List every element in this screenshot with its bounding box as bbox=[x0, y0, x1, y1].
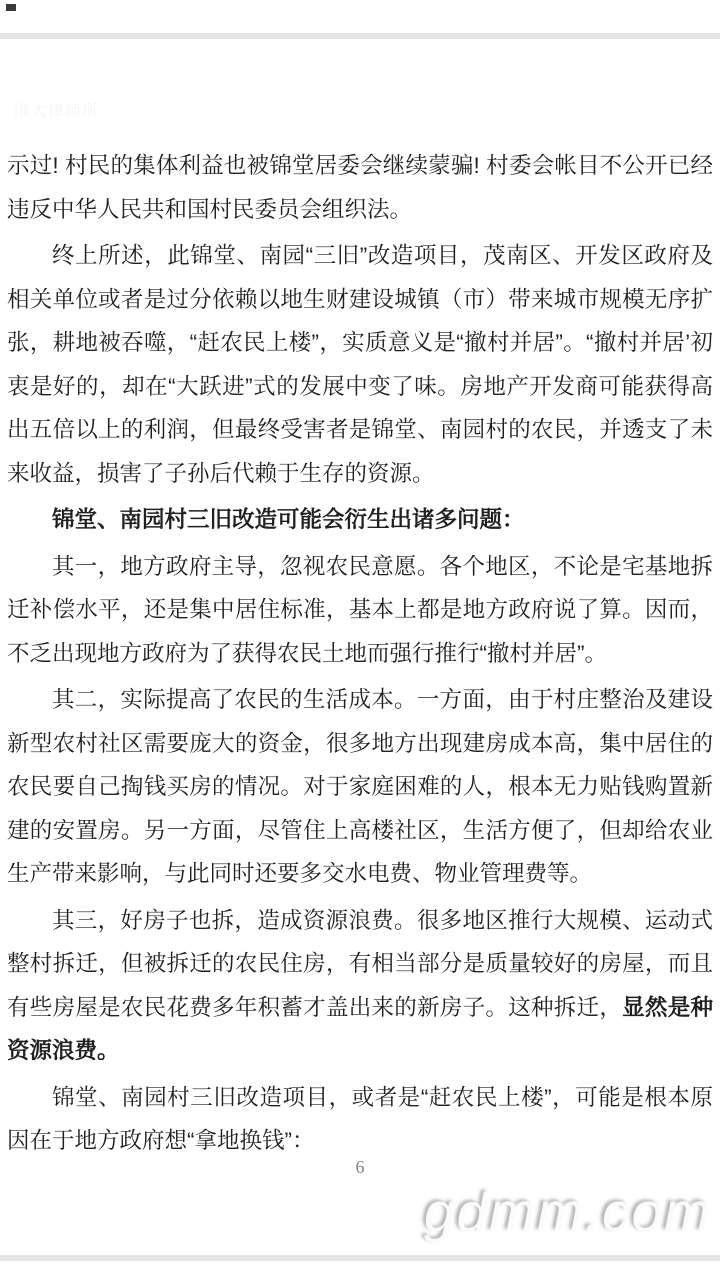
page-separator-top bbox=[0, 33, 720, 39]
faint-stamp-watermark: 继大律师所 bbox=[14, 103, 100, 120]
text-run: 其二，实际提高了农民的生活成本。一方面，由于村庄整治及建设新型农村社区需要庞大的资金，很多地方出现建房成本高，集中居住的农民要自己掏钱买房的情况。对于家庭困难的人，根本无力贴钱购置新建的安置房。另一方面，尽管住上高楼社区，生活方便了，但却给农业生产带来影响，与此同时还要多交水电费、物业管理费等。 bbox=[7, 687, 713, 886]
corner-artifact-mark bbox=[6, 4, 16, 11]
text-run: 示过! 村民的集体利益也被锦堂居委会继续蒙骗! 村委会帐目不公开已经违反中华人民共和国村民委员会组织法。 bbox=[7, 153, 713, 222]
paragraph bbox=[7, 545, 713, 676]
text-run: 锦堂、南园村三旧改造项目，或者是“赶农民上楼”，可能是根本原因在于地方政府想“拿地换钱”： bbox=[7, 1084, 713, 1153]
page-number: 6 bbox=[355, 1157, 365, 1177]
page-separator-bottom bbox=[0, 1255, 720, 1261]
site-watermark: gdmm.com bbox=[424, 1181, 712, 1243]
text-run: 其三，好房子也拆，造成资源浪费。很多地区推行大规模、运动式整村拆迁，但被拆迁的农民住房，有相当部分是质量较好的房屋，而且有些房屋是农民花费多年积蓄才盖出来的新房子。这种拆迁， bbox=[7, 907, 713, 1020]
paragraph bbox=[7, 144, 713, 231]
paragraph bbox=[7, 678, 713, 896]
paragraph bbox=[7, 1076, 713, 1163]
paragraph bbox=[7, 234, 713, 495]
bold-text-run: 锦堂、南园村三旧改造可能会衍生出诸多问题： bbox=[52, 507, 525, 532]
paragraph bbox=[7, 498, 713, 542]
paragraph bbox=[7, 899, 713, 1073]
text-run: 其一，地方政府主导，忽视农民意愿。各个地区，不论是宅基地拆迁补偿水平，还是集中居住标准，基本上都是地方政府说了算。因而，不乏出现地方政府为了获得农民土地而强行推行“撤村并居”。 bbox=[7, 553, 713, 666]
text-run: 终上所述，此锦堂、南园“三旧”改造项目，茂南区、开发区政府及相关单位或者是过分依赖以地生财建设城镇（市）带来城市规模无序扩张，耕地被吞噬，“赶农民上楼”，实质意义是“撤村并居”。“撤村并居’初衷是好的，却在“大跃进”式的发展中变了味。房地产开发商可能获得高出五倍以上的利润，但最终受害者是锦堂、南园村的农民，并透支了未来收益，损害了子孙后代赖于生存的资源。 bbox=[7, 243, 713, 486]
document-body bbox=[7, 144, 713, 1166]
bold-text-run: 显然是种资源浪费。 bbox=[7, 994, 713, 1063]
